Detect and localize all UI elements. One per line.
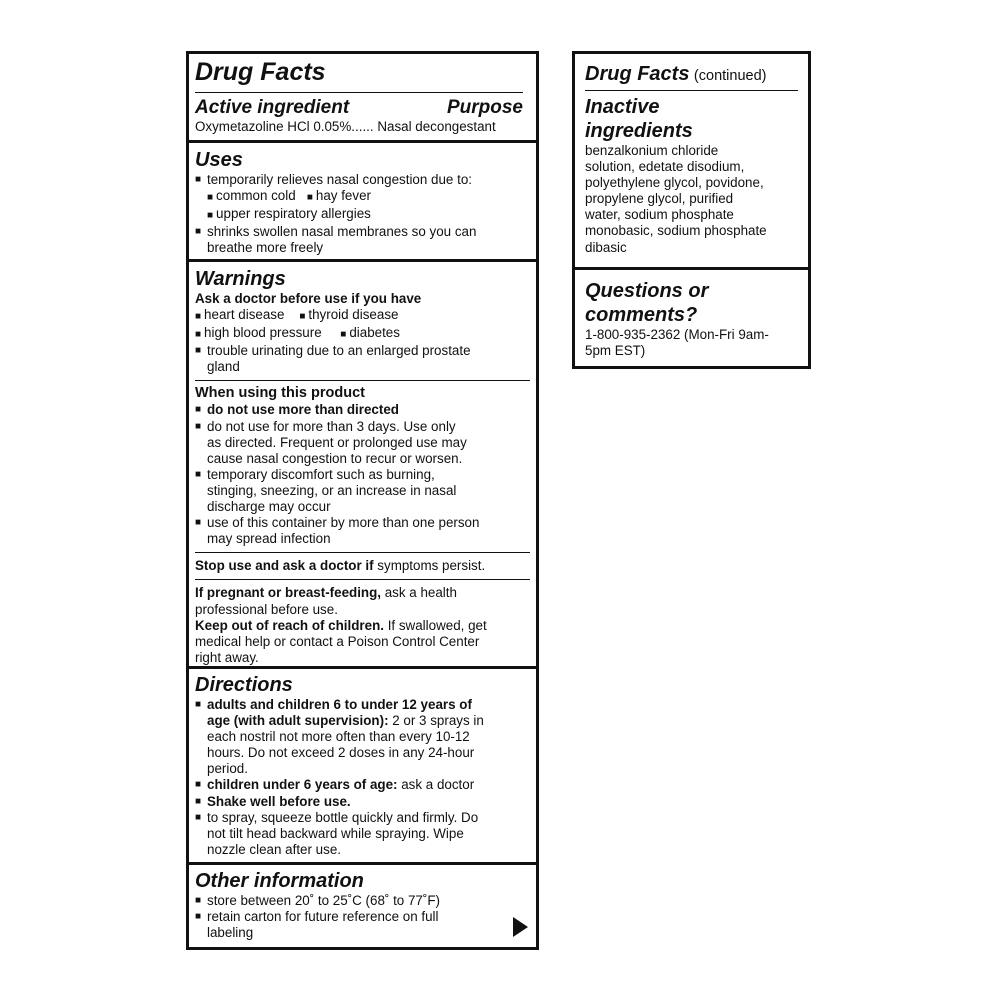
stop-use-text: symptoms persist. [373,558,486,574]
bullet-icon [195,343,207,359]
when-using-item: do not use more than directed [207,402,399,418]
questions-heading: Questions or [585,280,709,302]
pregnancy-text: ask a health [381,585,457,601]
warning-item: diabetes [349,325,400,341]
inactive-line: benzalkonium chloride [585,143,719,158]
uses-section [189,143,536,262]
bullet-icon [195,402,207,418]
active-ingredient-line: Oxymetazoline HCl 0.05%...... Nasal decongestant [195,119,496,134]
inactive-line: monobasic, sodium phosphate [585,223,767,239]
when-using-cont: as directed. Frequent or prolonged use may [207,434,467,450]
drug-facts-continued-panel [572,51,811,369]
bullet-icon [195,794,207,810]
inactive-line: solution, edetate disodium, [585,159,745,175]
active-ingredient-heading: Active ingredient [195,97,350,118]
bullet-icon [195,224,207,240]
continue-arrow-icon [513,917,528,937]
bullet-icon [207,206,216,221]
inactive-heading: Inactive [585,96,660,118]
warning-item-cont: gland [195,359,530,381]
when-using-cont: may spread infection [195,531,530,553]
uses-subitem: upper respiratory allergies [216,206,371,222]
directions-bold: age (with adult supervision): [207,713,389,729]
inactive-line: polyethylene glycol, povidone, [585,175,764,191]
questions-heading: comments? [585,304,698,326]
keep-out-line [195,618,530,634]
when-using-cont: cause nasal congestion to recur or worsen. [207,450,463,466]
bullet-icon [195,172,207,188]
inactive-line: propylene glycol, purified [585,191,734,207]
directions-item: Shake well before use. [207,793,351,809]
questions-section [575,270,808,366]
phone-number: 1-800-935-2362 (Mon-Fri 9am- [585,327,769,342]
warning-item: thyroid disease [308,307,399,323]
directions-cont: hours. Do not exceed 2 doses in any 24-hour [207,745,475,761]
when-using-heading: When using this product [195,385,365,402]
ask-doctor-heading: Ask a doctor before use if you have [195,291,422,306]
bullet-icon [195,697,207,713]
other-information-heading: Other information [195,870,364,892]
other-item-cont: labeling [207,925,254,941]
inactive-line: water, sodium phosphate [585,207,734,223]
keep-out-cont: medical help or contact a Poison Control Center [195,633,480,649]
bullet-icon [195,307,204,322]
directions-cont [195,713,530,729]
uses-heading: Uses [195,149,243,171]
inactive-heading: ingredients [585,120,693,142]
purpose-heading: Purpose [446,97,523,118]
directions-cont: period. [207,761,248,777]
directions-heading: Directions [195,674,293,696]
bullet-icon [195,810,207,826]
warning-item: high blood pressure [204,325,322,341]
stop-use-line [195,553,530,580]
inactive-line: dibasic [585,239,627,255]
uses-subitem: hay fever [315,188,371,204]
directions-item: adults and children 6 to under 12 years of [207,697,472,712]
directions-bold: children under 6 years of age: [207,777,398,793]
keep-out-text: If swallowed, get [383,617,487,633]
uses-item: shrinks swollen nasal membranes so you can [207,224,477,240]
bullet-icon [195,325,204,340]
directions-text: ask a doctor [397,777,475,793]
pregnancy-line [195,585,530,601]
continued-label: (continued) [693,68,767,84]
warning-item: heart disease [204,307,285,323]
directions-cont: each nostril not more often than every 10-12 [207,729,470,745]
when-using-item: do not use for more than 3 days. Use only [207,418,456,434]
stop-use-bold: Stop use and ask a doctor if [195,558,374,574]
warning-item: trouble urinating due to an enlarged prostate [207,343,471,359]
bullet-icon [307,188,316,203]
pregnancy-cont: professional before use. [195,601,338,617]
inactive-ingredients-section [575,54,808,270]
directions-section [189,669,536,865]
directions-item: to spray, squeeze bottle quickly and firmly. Do [207,809,479,825]
keep-out-cont: right away. [195,649,259,665]
pregnancy-bold: If pregnant or breast-feeding, [195,585,381,601]
bullet-icon [207,188,216,203]
directions-text: 2 or 3 sprays in [388,713,484,729]
bullet-icon [195,419,207,435]
bullet-icon [195,777,207,793]
directions-cont: not tilt head backward while spraying. Wipe [207,825,464,841]
when-using-item: use of this container by more than one person [207,515,480,531]
when-using-cont: stinging, sneezing, or an increase in nasal [207,482,457,498]
bullet-icon [340,325,349,340]
bullet-icon [195,467,207,483]
directions-cont: nozzle clean after use. [207,841,341,857]
other-item: store between 20˚ to 25˚C (68˚ to 77˚F) [207,893,440,908]
bullet-icon [195,909,207,925]
warnings-section [189,262,536,669]
panel-title: Drug Facts [195,58,523,93]
bullet-icon [195,893,207,909]
panel-title: Drug Facts [585,63,690,85]
other-information-section [189,865,536,947]
inactive-ingredients-list [585,143,798,256]
uses-item: temporarily relieves nasal congestion due to: [207,172,472,187]
uses-item-cont: breathe more freely [207,240,324,256]
phone-hours: 5pm EST) [585,343,646,359]
keep-out-bold: Keep out of reach of children. [195,617,384,633]
warnings-heading: Warnings [195,268,286,290]
continued-title-row [585,62,798,91]
when-using-cont: discharge may occur [207,499,331,515]
active-ingredient-section [189,54,536,143]
when-using-item: temporary discomfort such as burning, [207,466,435,482]
other-item: retain carton for future reference on full [207,909,439,925]
bullet-icon [195,515,207,531]
drug-facts-panel [186,51,539,950]
uses-subitem: common cold [216,188,296,204]
